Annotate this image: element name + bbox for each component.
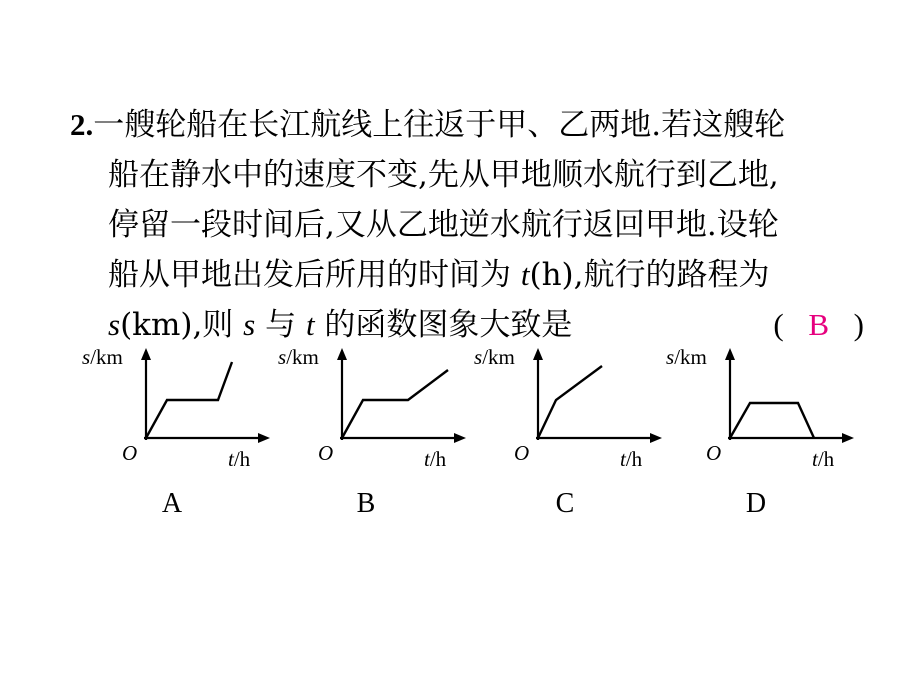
graph-b-svg [276, 340, 471, 475]
option-label-c: C [555, 488, 575, 519]
graph-a [80, 340, 275, 475]
y-axis-arrow [725, 348, 735, 360]
answer-value: B [808, 307, 830, 342]
option-label-d: D [745, 488, 767, 519]
variable-t: t [520, 257, 530, 292]
x-axis-arrow [842, 433, 854, 443]
graph-d [664, 340, 859, 475]
variable-s-2: s [243, 307, 256, 342]
x-axis-arrow [454, 433, 466, 443]
question-text-5b: 与 [255, 307, 306, 343]
x-axis-arrow [650, 433, 662, 443]
origin-label: O [122, 441, 138, 465]
x-axis-label: t/h [228, 447, 251, 471]
question-text-2: 船在静水中的速度不变,先从甲地顺水航行到乙地, [108, 157, 779, 193]
question-text-3: 停留一段时间后,又从乙地逆水航行返回甲地.设轮 [108, 207, 779, 243]
variable-t-2: t [305, 307, 315, 342]
y-axis-arrow [141, 348, 151, 360]
question-line-4 [70, 250, 870, 300]
graph-curve [146, 362, 232, 438]
question-text-5c: 的函数图象大致是 [314, 307, 573, 343]
question-number: 2. [70, 107, 94, 142]
x-axis-label: t/h [812, 447, 835, 471]
graph-c-svg [472, 340, 667, 475]
question-text-4a: 船从甲地出发后所用的时间为 [108, 257, 521, 293]
y-axis-label: s/km [82, 345, 123, 369]
y-axis-label: s/km [278, 345, 319, 369]
question-line-3 [70, 200, 870, 250]
graph-curve [342, 370, 448, 438]
graph-curve [538, 366, 602, 438]
x-axis-label: t/h [620, 447, 643, 471]
question-line-2 [70, 150, 870, 200]
x-axis-label: t/h [424, 447, 447, 471]
graph-b [276, 340, 471, 475]
question-text [70, 100, 870, 350]
origin-label: O [318, 441, 334, 465]
question-text-4b: (h),航行的路程为 [529, 257, 770, 293]
y-axis-arrow [533, 348, 543, 360]
x-axis-arrow [258, 433, 270, 443]
variable-s: s [108, 307, 121, 342]
graph-curve [730, 403, 814, 438]
y-axis-label: s/km [474, 345, 515, 369]
question-line-1 [70, 100, 870, 150]
answer-paren-close: ) [853, 307, 864, 342]
origin-label: O [514, 441, 530, 465]
answer-paren-open: ( [773, 307, 784, 342]
y-axis-label: s/km [666, 345, 707, 369]
graph-a-svg [80, 340, 275, 475]
question-text-1: 一艘轮船在长江航线上往返于甲、乙两地.若这艘轮 [93, 107, 786, 143]
option-label-a: A [161, 488, 183, 519]
option-label-b: B [356, 488, 376, 519]
graph-c [472, 340, 667, 475]
question-text-5a: (km),则 [120, 307, 244, 343]
graph-d-svg [664, 340, 859, 475]
origin-label: O [706, 441, 722, 465]
y-axis-arrow [337, 348, 347, 360]
